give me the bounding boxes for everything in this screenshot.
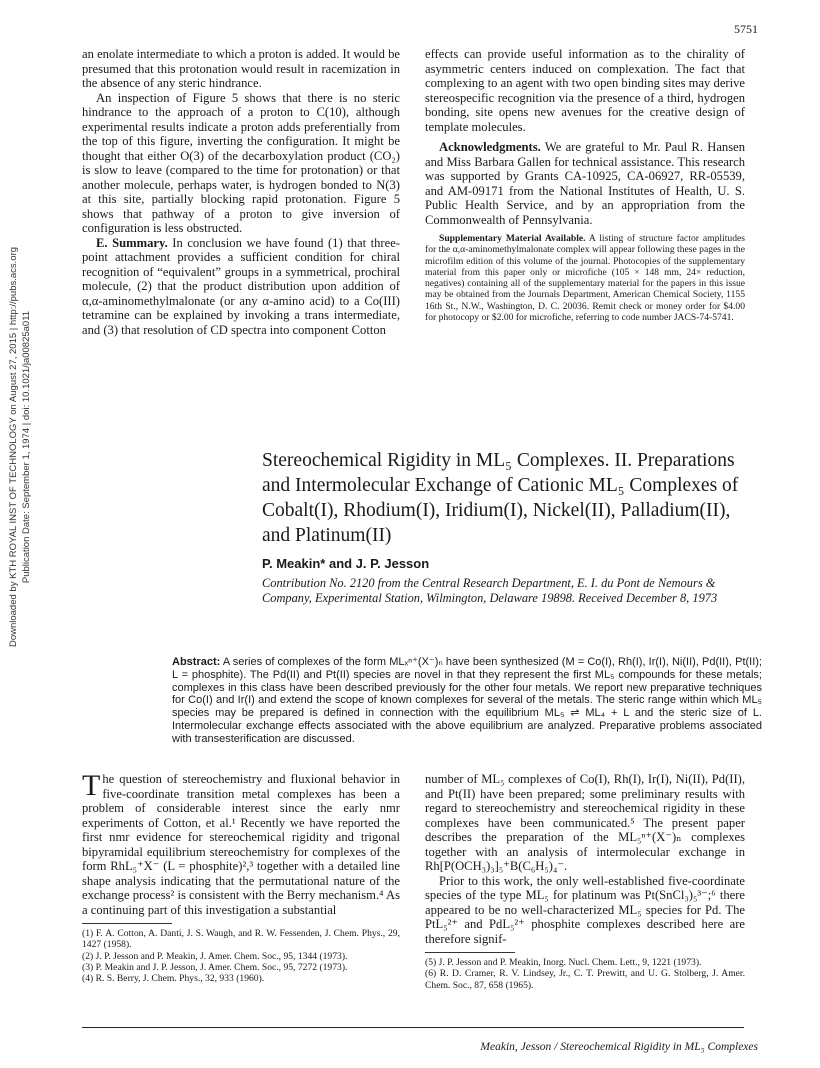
publication-line: Publication Date: September 1, 1974 | doi: 10.1021/ja00825a011: [21, 310, 32, 584]
abstract-heading: Abstract:: [172, 656, 221, 668]
paragraph: number of ML₅ complexes of Co(I), Rh(I), Ir(I), Ni(II), Pd(II), and Pt(II) have been prepared; some preliminary results with regard to stereochemistry and stereochemical rigidity in these complexes have been communicated.⁵ The present paper describes the preparation of the ML₅ⁿ⁺(X⁻)ₙ complexes together with an analysis of intermolecular exchange in Rh[P(OCH₃)₃]₅⁺B(C₆H₅)₄⁻.: [425, 772, 745, 873]
acknowledgments: [425, 140, 745, 227]
supplementary-material: [425, 233, 745, 323]
footnotes-left: [82, 928, 400, 984]
affiliation: Contribution No. 2120 from the Central Research Department, E. I. du Pont de Nemours & Company, Experimental Station, Wilmington, Delaware 19898. Received December 8, 1973: [262, 576, 718, 605]
footnote: (3) P. Meakin and J. P. Jesson, J. Amer. Chem. Soc., 95, 7272 (1973).: [82, 961, 348, 973]
footnote: (6) R. D. Cramer, R. V. Lindsey, Jr., C. T. Prewitt, and U. G. Stolberg, J. Amer. Chem. Soc., 87, 658 (1965).: [425, 968, 745, 991]
supplementary-heading: Supplementary Material Available.: [439, 233, 586, 244]
paragraph: an enolate intermediate to which a proton is added. It would be presumed that this protonation would result in racemization in the absence of any steric hindrance.: [82, 47, 400, 90]
footnote: (4) R. S. Berry, J. Chem. Phys., 32, 933 (1960).: [82, 973, 265, 985]
paragraph: An inspection of Figure 5 shows that there is no steric hindrance to the approach of a proton to C(10), although experimental results indicate a proton adds preferentially from the top of this figure, inverting the configuration. It might be thought that either O(3) of the decarboxylation product (CO₂) is slow to leave (compared to the time for protonation) or that another molecule, perhaps water, is hydrogen bonded to N(3) at this site, partially blocking rapid protonation. Figure 5 shows that pathway of a proton to give inversion of configuration is less obstructed.: [82, 90, 400, 235]
intro-paragraph: [82, 769, 400, 917]
running-footer: Meakin, Jesson / Stereochemical Rigidity in ML₅ Complexes: [480, 1041, 758, 1053]
summary-paragraph: [82, 236, 400, 338]
paragraph: Prior to this work, the only well-established five-coordinate species of the type ML₅ for platinum was Pt(SnCl₃)₅³⁻;⁶ there appeared to be no well-characterized ML₅ species for Pd. The PtL₅²⁺ and PdL₅²⁺ phosphite complexes described here are therefore signif-: [425, 873, 745, 946]
bottom-right-column: [425, 772, 745, 991]
article-title: Stereochemical Rigidity in ML₅ Complexes. II. Preparations and Intermolecular Exchange of Cationic ML₅ Complexes of Cobalt(I), Rhodium(I), Iridium(I), Nickel(II), Palladium(II), and Platinum(II): [262, 450, 739, 546]
bottom-left-column: [82, 769, 400, 985]
abstract: [172, 656, 762, 746]
footnote-divider: [82, 923, 172, 924]
footer-rule: [82, 1027, 744, 1028]
summary-text: In conclusion we have found (1) that three-point attachment provides a sufficient condition for chiral recognition of “equivalent” groups in a symmetrical, prochiral molecule, (2) that the product distribution upon addition of α,α-aminomethylmalonate (or any α-amino acid) to a Co(III) tetramine can be explained by invoking a trans intermediate, and (3) that resolution of CD spectra into component Cotton: [82, 235, 400, 337]
footnote: (1) F. A. Cotton, A. Danti, J. S. Waugh, and R. W. Fessenden, J. Chem. Phys., 29, 1427 (1958).: [82, 928, 400, 951]
summary-heading: E. Summary.: [96, 235, 168, 250]
download-line: Downloaded by KTH ROYAL INST OF TECHNOLOGY on August 27, 2015 | http://pubs.acs.org: [8, 246, 19, 648]
download-notice: [7, 237, 33, 657]
paragraph: effects can provide useful information as to the chirality of asymmetric centers induced on complexation. The fact that complexing to an agent with two open binding sites may derive stereospecific recognition via the presence of a third, hydrogen bonding, site opens new avenues for the creative design of template molecules.: [425, 47, 745, 134]
acknowledgments-text: We are grateful to Mr. Paul R. Hansen and Miss Barbara Gallen for technical assistance. This research was supported by Grants CA-10925, CA-06927, RR-05539, and AM-09171 from the National Institutes of Health, U. S. Public Health Service, and by an appropriation from the Commonwealth of Pennsylvania.: [425, 140, 745, 227]
acknowledgments-heading: Acknowledgments.: [439, 140, 541, 154]
top-right-column: [425, 47, 745, 323]
footnotes-right: [425, 957, 745, 991]
page-number: 5751: [734, 22, 758, 36]
footnote-divider: [425, 952, 515, 953]
footnote: (2) J. P. Jesson and P. Meakin, J. Amer. Chem. Soc., 95, 1344 (1973).: [82, 950, 348, 962]
top-left-column: [82, 47, 400, 337]
authors: P. Meakin* and J. P. Jesson: [262, 556, 430, 571]
abstract-text: A series of complexes of the form MLₓⁿ⁺(X⁻)ₙ have been synthesized (M = Co(I), Rh(I), Ir(I), Ni(II), Pd(II), Pt(II); L = phosphite). The Pd(II) and Pt(II) species are novel in that they represent the first ML₅ compounds for these metals; complexes in this class have been described previously for the other four metals. We report new preparative techniques for Co(I) and Ir(I) and extend the scope of known complexes for several of the metals. The steric range within which ML₅ species may be prepared is defined in connection with the equilibrium ML₅ ⇌ ML₄ + L and the steric size of L. Intermolecular exchange effects associated with the above equilibrium are analyzed. Preparative problems associated with transesterification are discussed.: [172, 656, 762, 745]
footnote: (5) J. P. Jesson and P. Meakin, Inorg. Nucl. Chem. Lett., 9, 1221 (1973).: [425, 957, 702, 968]
intro-text: he question of stereochemistry and fluxional behavior in five-coordinate transition metal complexes has been a problem of considerable interest since the early nmr experiments of Cotton, et al.¹ Recently we have reported the first nmr evidence for stereochemical rigidity and trigonal bipyramidal equilibrium stereochemistry for complexes of the form RhL₅⁺X⁻ (L = phosphite)²,³ together with a detailed line shape analysis indicating that the permutational nature of the exchange process² is consistent with the Berry mechanism.⁴ As a continuing part of this investigation a substantial: [82, 772, 400, 917]
supplementary-text: A listing of structure factor amplitudes for the α,α-aminomethylmalonate complex will appear following these pages in the microfilm edition of this volume of the journal. Photocopies of the supplementary material from this paper only or microfiche (105 × 148 mm, 24× reduction, negatives) containing all of the supplementary material for the papers in this issue may be obtained from the Journals Department, American Chemical Society, 1155 16th St., N.W., Washington, D. C. 20036. Remit check or money order for $4.00 for photocopy or $2.00 for microfiche, referring to code number JACS-74-5741.: [425, 233, 746, 324]
drop-cap: T: [82, 769, 101, 802]
